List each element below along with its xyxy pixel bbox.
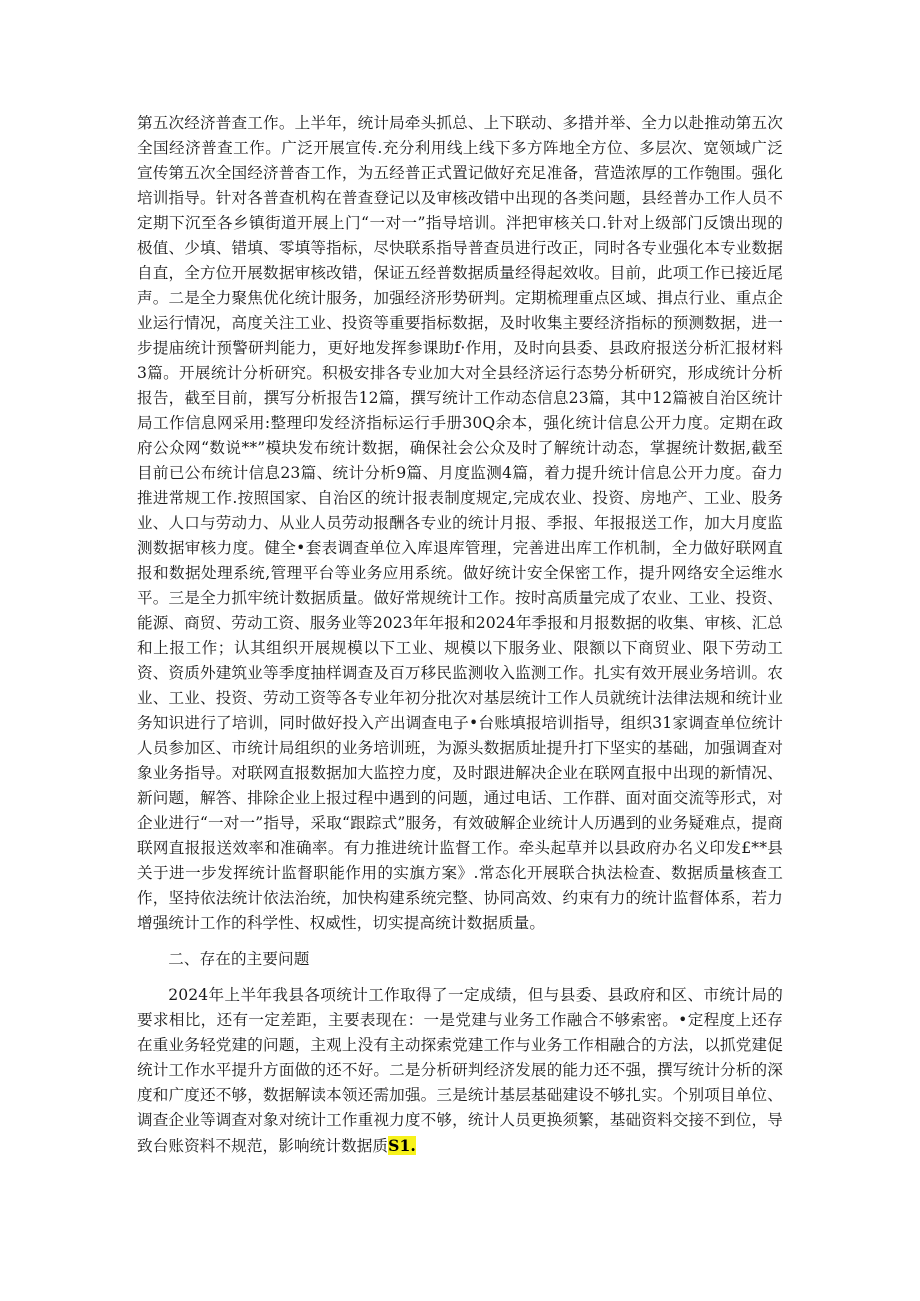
section-heading: 二、存在的主要问题 <box>168 950 310 968</box>
body-paragraph-continued: 第五次经济普查工作。上半年，统计局牵头抓总、上下联动、多措并举、全力以赴推动第五次全国经济普查工作。广泛开展宣传.充分利用线上线下多方阵地全方位、多层次、宽领域广泛宣传第五次全国经济普杳工作，为五经普正式置记做好充足准备，营造浓厚的工作匏围。强化培训指导。针对各普查机构在普查登记以及审核改错中出现的各类问题，县经普办工作人员不定期下沉至各乡镇街道开展上门“一对一”指导培训。泮把审核关口.针对上级部门反馈出现的极值、少填、错填、零填等指标，尽快联系指导普查员进行改正，同时各专业强化本专业数据自直，全方位开展数据审核改错，保证五经普数据质量经得起效收。目前，此项工作已接近尾声。二是全力聚焦优化统计服务，加强经济形势研判。定期梳理重点区域、揖点行业、重点企业运行情况，高度关注工业、投资等重要指标数据，及时收集主要经济指标的预测数据，进一步提庙统计预警研判能力，更好地发挥参课助f·作用，及时向县委、县政府报送分析汇报材料3篇。开展统计分析研究。积极安排各专业加大对全县经济运行态势分析研究，形成统计分析报告，截至目前，撰写分析报告12篇，撰写统计工作动态信息23篇，其中12篇被自治区统计局工作信息网采用:整理印发经济指标运行手册30Q余本，强化统计信息公开力度。定期在政府公众网“数说**”模块发布统计数据，确保社会公众及时了解统计动态，掌握统计数据,截至目前已公布统计信息23篇、统计分析9篇、月度监测4篇，着力提升统计信息公开力度。奋力推进常规工作.按照国家、自治区的统计报表制度规定,完成农业、投资、房地产、工业、股务业、人口与劳动力、从业人员劳动报酬各专业的统计月报、季报、年报报送工作，加大月度监测数据审核力度。健全•套表调查单位入库退库管理，完善进出库工作机制，全力做好联网直报和数据处理系统,管理平台等业务应用系统。做好统计安全保密工作，提升网络安全运维水平。三是全力抓牢统计数据质量。做好常规统计工作。按时高质量完成了农业、工业、投资、能源、商贸、劳动工资、服务业等2023年年报和2024年季报和月报数据的收集、审核、汇总和上报工作；认其组织开展规模以下工业、规模以下服务业、限额以下商贸业、限下劳动工资、资质外建筑业等季度抽样调查及百万移民监测收入监测工作。扎实有效开展业务培训。农业、工业、投资、劳动工资等各专业年初分批次对基层统计工作人员就统计法律法规和统计业务知识进行了培训，同时做好投入产出调查电子•台账填报培训指导，组织31家调查单位统计人员参加区、市统计局组织的业务培训班，为源头数据质址提升打下坚实的基础，加强调査对象业务指导。对联网直报数据加大监控力度，及时跟进解决企业在联网直报中出现的新情况、新问题，解答、排除企业上报过程中遇到的问题，通过电话、工作群、面对面交流等形式，对企业进行“一对一”指导，采取“跟踪式”服务，有效破解企业统计人历遇到的业务疑难点，提商联网直报报送效率和准确率。有力推进统计监督工作。牵头起草并以县政府办名义印发£**县关于进一步发挥统计监督职能作用的实旗方案》.常态化开展联合执法检查、数据质量核查工作，坚持依法统计依法治统，加快构建系统完整、协同高效、约束有力的统计监督体系，若力增强统计工作的科学性、权威性，切实提高统计数据质量。 <box>137 114 783 932</box>
document-page <box>137 111 783 1159</box>
highlighted-text: S1. <box>388 1136 416 1155</box>
body-paragraph-issues <box>137 983 783 1159</box>
issues-text: 2024年上半年我县各项统计工作取得了一定成绩，但与县委、县政府和区、市统计局的要求相比，还有一定差距，主要表现在：一是党建与业务工作融合不够索密。•定程度上还存在重业务轻党建的问题，主观上没有主动探索党建工作与业务工作相融合的方法，以抓党建促统计工作水平提升方面做的还不好。二是分析研判经济发展的能力还不强，撰写统计分析的深度和广度还不够，数据解读本领还需加强。三是统计基层基础建设不够扎实。个别项目单位、调查企业等调查对象对统计工作重视力度不够，统计人员更换须繁，基础资料交接不到位，导致台账资料不规范，影响统计数据质 <box>137 986 783 1155</box>
